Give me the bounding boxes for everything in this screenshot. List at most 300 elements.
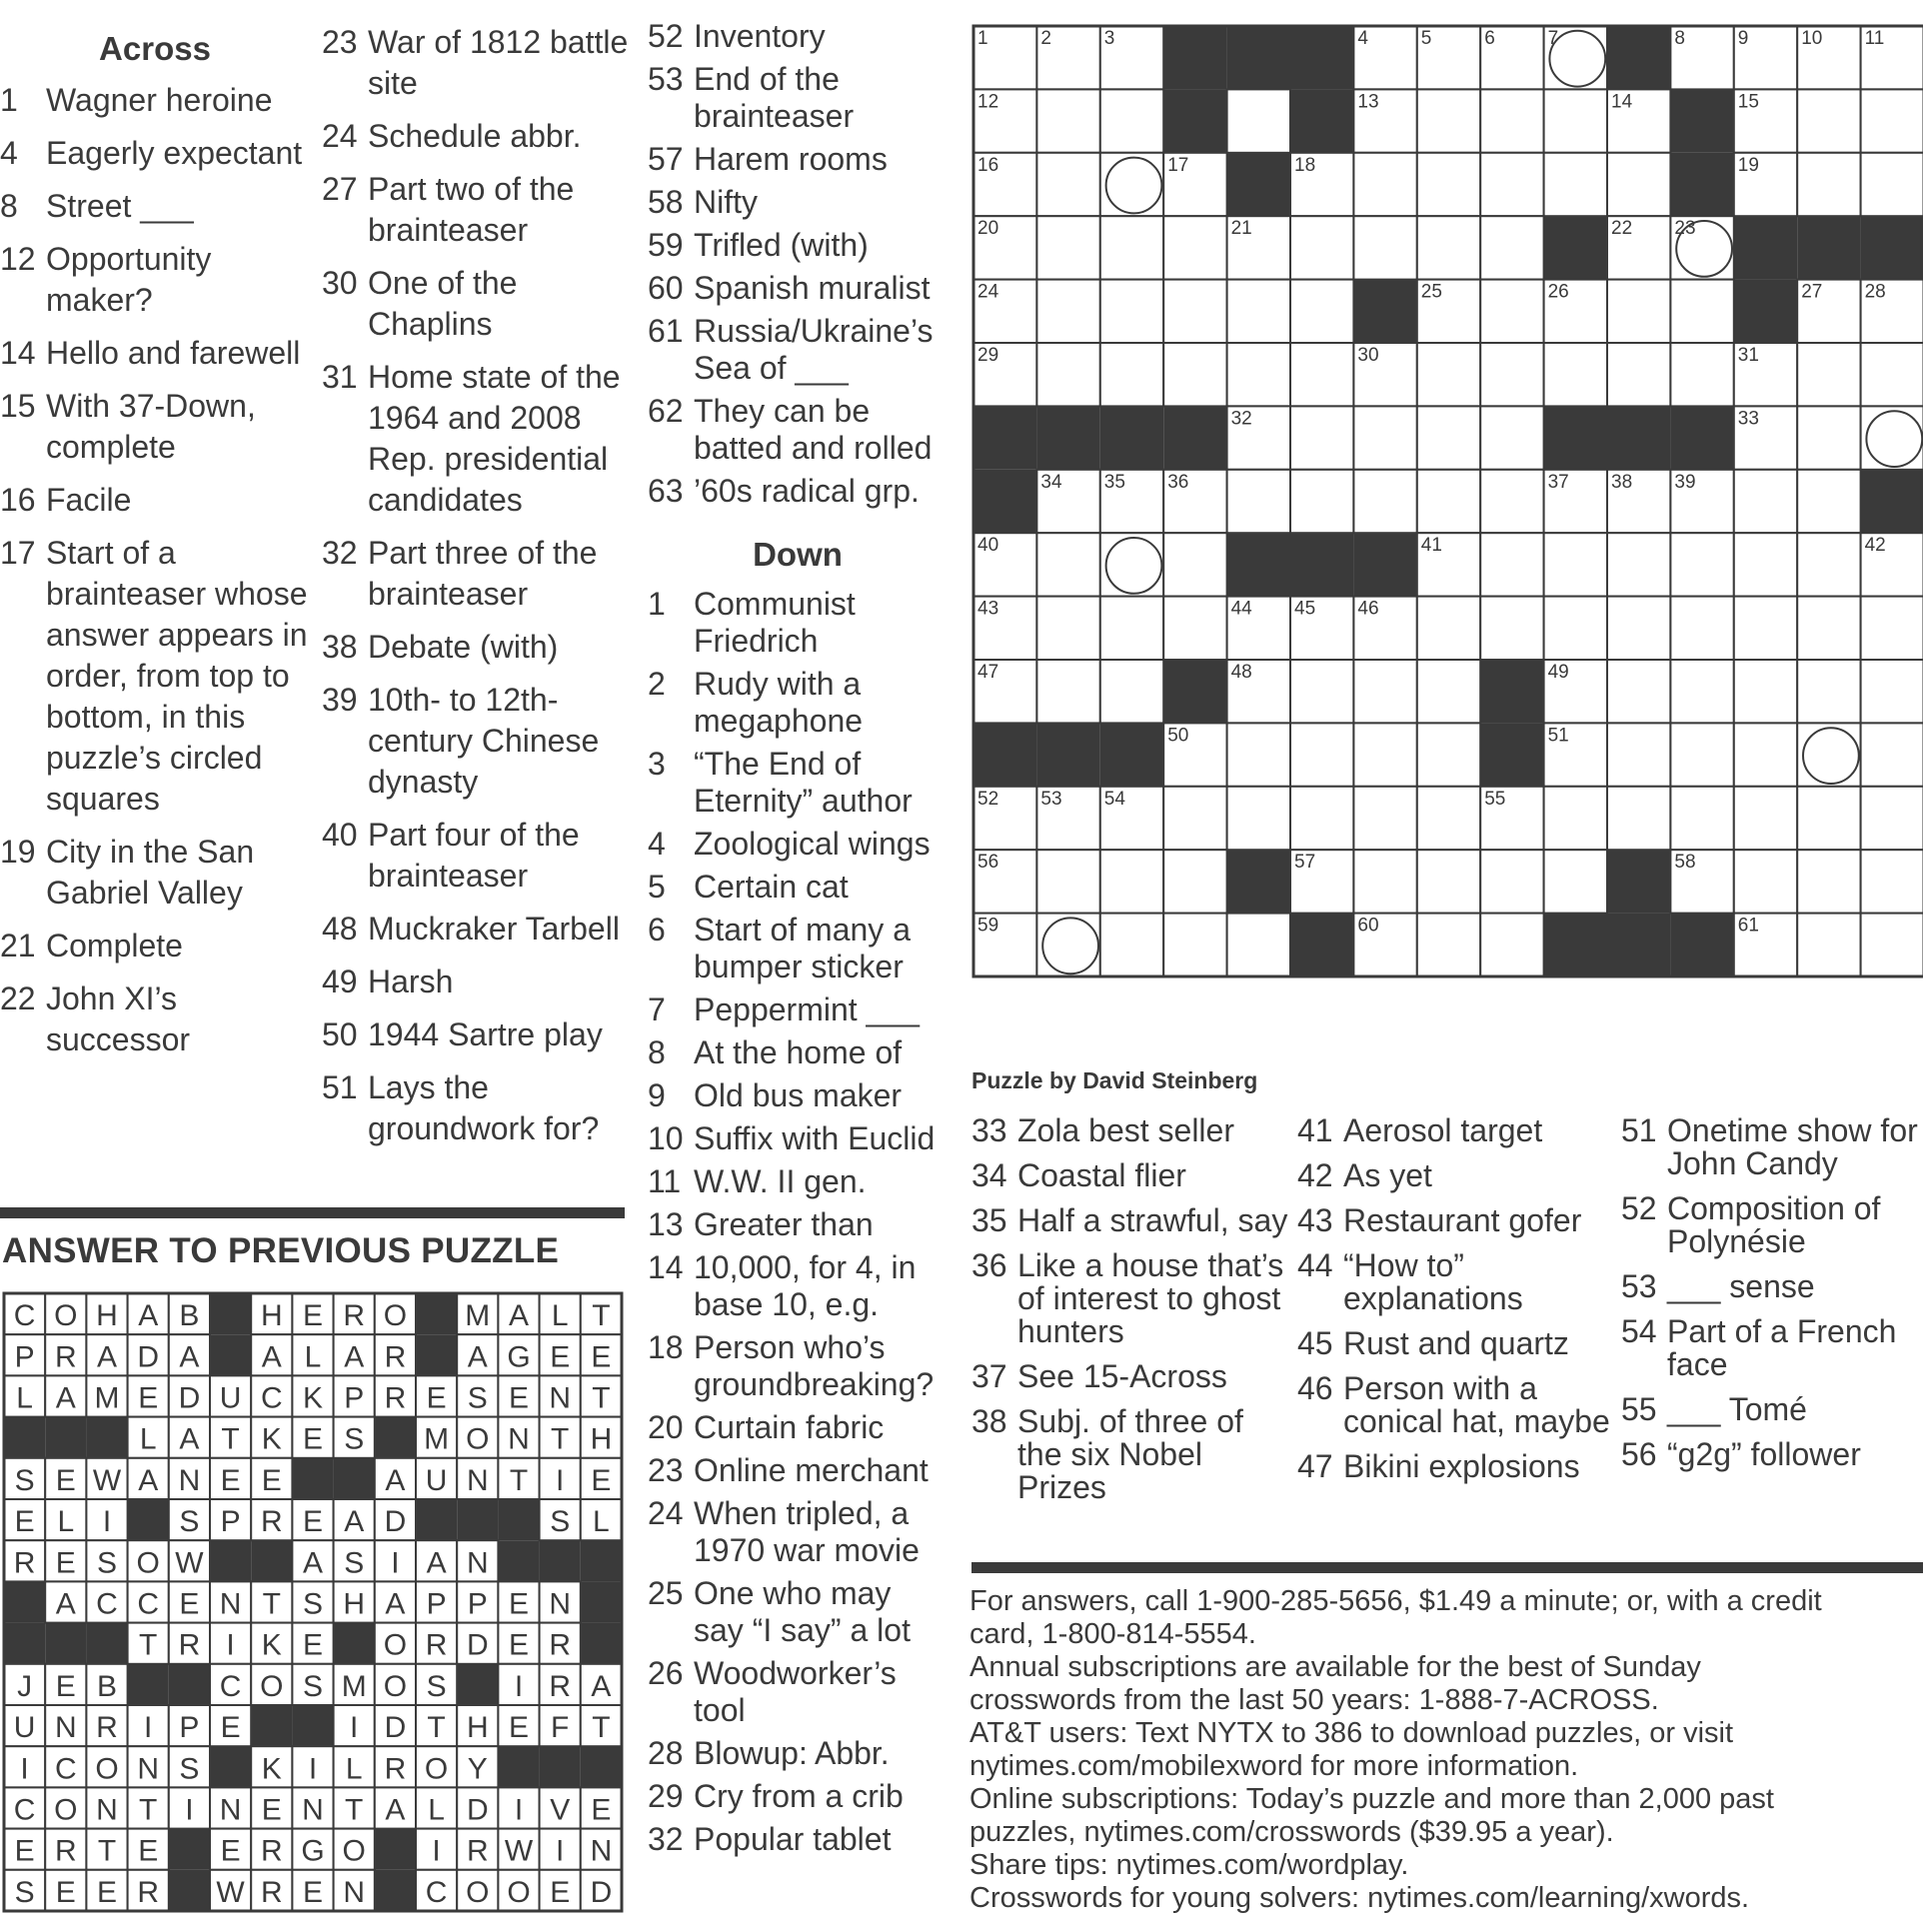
footer-line: card, 1-800-814-5554. <box>969 1618 1256 1650</box>
answer-letter: D <box>178 1381 201 1415</box>
clue-number: 2 <box>648 666 666 702</box>
clue-text: Bikini explosions <box>1343 1448 1580 1484</box>
answer-letter: T <box>592 1711 611 1745</box>
cell-number: 21 <box>1230 218 1252 240</box>
clue-number: 40 <box>322 817 358 853</box>
down-clue <box>648 991 948 1028</box>
cell-number: 9 <box>1737 28 1749 49</box>
across-clue <box>0 386 310 468</box>
black-square <box>1670 914 1733 976</box>
cell-number: 51 <box>1547 725 1569 747</box>
answer-letter: T <box>221 1422 240 1456</box>
grid-cell <box>1734 533 1797 596</box>
clue-number: 8 <box>648 1034 666 1070</box>
answer-letter: T <box>139 1793 158 1827</box>
grid-cell <box>1163 216 1226 279</box>
down-clue <box>648 1735 948 1772</box>
answer-letter: S <box>14 1463 35 1497</box>
answer-letter: N <box>549 1381 572 1415</box>
answer-letter: O <box>260 1669 284 1703</box>
clue-text: Eagerly expectant <box>46 135 303 171</box>
clue-number: 31 <box>322 359 358 395</box>
answer-letter: O <box>136 1546 160 1580</box>
answer-letter: E <box>261 1463 282 1497</box>
cell-number: 56 <box>977 852 999 874</box>
grid-cell <box>1290 723 1353 786</box>
across-clue <box>0 926 310 966</box>
black-square <box>1100 406 1163 469</box>
grid-cell <box>1227 723 1290 786</box>
answer-letter: W <box>216 1875 245 1909</box>
cell-number: 32 <box>1230 408 1252 430</box>
grid-cell <box>1480 850 1543 913</box>
across-clue <box>648 313 948 387</box>
grid-cell <box>1227 280 1290 343</box>
answer-letter: M <box>94 1381 120 1415</box>
grid-cell <box>1353 153 1416 216</box>
answer-letter: A <box>138 1463 159 1497</box>
answer-letter: E <box>591 1340 612 1374</box>
answer-black-square <box>4 1623 45 1664</box>
grid-cell <box>1670 787 1733 850</box>
cell-number: 23 <box>1674 218 1696 240</box>
cell-number: 22 <box>1611 218 1633 240</box>
across-clue <box>322 22 640 104</box>
answer-letter: E <box>179 1587 200 1621</box>
down-heading: Down <box>753 536 843 573</box>
answer-letter: C <box>219 1669 242 1703</box>
clue-text: Inventory <box>694 18 826 54</box>
cell-number: 36 <box>1167 471 1189 493</box>
answer-letter: O <box>466 1422 490 1456</box>
cell-number: 18 <box>1294 154 1316 176</box>
clue-text: Part four of the brainteaser <box>368 817 580 894</box>
answer-letter: N <box>302 1793 324 1827</box>
across-clue <box>0 80 310 121</box>
footer-line: Share tips: nytimes.com/wordplay. <box>969 1849 1409 1881</box>
answer-letter: A <box>591 1669 612 1703</box>
clue-text: Trifled (with) <box>694 227 869 263</box>
black-square <box>1290 26 1353 89</box>
down-clue <box>1297 1249 1615 1315</box>
down-clue <box>971 1360 1289 1393</box>
clue-number: 60 <box>648 270 684 306</box>
grid-cell <box>1290 787 1353 850</box>
answer-black-square <box>334 1623 375 1664</box>
black-square <box>973 470 1036 533</box>
answer-letter: E <box>96 1875 118 1909</box>
answer-letter: S <box>179 1505 200 1539</box>
clue-text: Start of a brainteaser whose answer appears in order, from top to bottom, in this puzzle’s circled squares <box>46 535 308 817</box>
clue-number: 53 <box>648 61 684 97</box>
answer-letter: R <box>343 1299 366 1333</box>
across-clue <box>0 186 310 227</box>
clue-number: 27 <box>322 171 358 207</box>
grid-cell <box>1797 153 1860 216</box>
clue-text: Opportunity maker? <box>46 241 212 318</box>
black-square <box>1163 660 1226 723</box>
cell-number: 30 <box>1357 345 1379 366</box>
grid-cell <box>1607 660 1670 723</box>
answer-black-square <box>498 1499 539 1540</box>
black-square <box>1480 723 1543 786</box>
answer-black-square <box>375 1829 416 1870</box>
clue-text: Zoological wings <box>694 826 931 862</box>
answer-black-square <box>4 1581 45 1622</box>
grid-cell <box>1734 850 1797 913</box>
grid-cell <box>1797 914 1860 976</box>
answer-letter: W <box>92 1463 122 1497</box>
clue-number: 16 <box>0 482 36 518</box>
answer-letter: T <box>509 1463 529 1497</box>
grid-cell <box>1797 723 1860 786</box>
clue-number: 44 <box>1297 1247 1333 1283</box>
grid-cell <box>1480 533 1543 596</box>
clue-text: One of the Chaplins <box>368 265 518 342</box>
down-clue <box>1297 1372 1615 1438</box>
answer-letter: R <box>96 1711 118 1745</box>
answer-black-square <box>210 1540 251 1581</box>
clue-number: 32 <box>648 1821 684 1857</box>
grid-cell <box>1100 533 1163 596</box>
clue-number: 51 <box>1621 1112 1657 1148</box>
clue-number: 62 <box>648 393 684 429</box>
down-clue <box>1621 1438 1921 1471</box>
down-clue <box>648 1206 948 1243</box>
cell-number: 10 <box>1801 28 1823 49</box>
black-square <box>1607 26 1670 89</box>
clue-number: 42 <box>1297 1157 1333 1193</box>
clue-number: 58 <box>648 184 684 220</box>
grid-cell <box>1290 280 1353 343</box>
clue-text: Person who’s groundbreaking? <box>694 1329 935 1402</box>
down-column-4 <box>971 1114 1289 1516</box>
cell-number: 41 <box>1420 535 1442 557</box>
grid-cell <box>1417 660 1480 723</box>
clue-text: Hello and farewell <box>46 335 301 371</box>
answer-letter: E <box>261 1793 282 1827</box>
cell-number: 11 <box>1864 28 1885 49</box>
grid-cell <box>1163 914 1226 976</box>
answer-letter: O <box>342 1834 366 1868</box>
across-clue <box>648 184 948 221</box>
grid-cell <box>1100 660 1163 723</box>
cell-number: 15 <box>1737 91 1759 113</box>
answer-letter: B <box>96 1669 118 1703</box>
grid-cell <box>1480 914 1543 976</box>
answer-letter: G <box>301 1834 325 1868</box>
clue-text: They can be batted and rolled <box>694 393 933 466</box>
answer-letter: C <box>425 1875 448 1909</box>
down-clue <box>1297 1204 1615 1237</box>
grid-cell <box>1607 787 1670 850</box>
answer-letter: L <box>593 1505 610 1539</box>
grid-cell <box>1417 597 1480 660</box>
clue-number: 38 <box>971 1403 1007 1439</box>
clue-text: Subj. of three of the six Nobel Prizes <box>1017 1403 1243 1505</box>
clue-text: With 37-Down, complete <box>46 388 256 465</box>
grid-cell <box>1036 850 1099 913</box>
grid-cell <box>1480 89 1543 152</box>
grid-cell <box>1734 470 1797 533</box>
answer-black-square <box>4 1417 45 1458</box>
across-clue <box>648 141 948 178</box>
grid-cell <box>1290 406 1353 469</box>
grid-cell <box>1417 914 1480 976</box>
byline: Puzzle by David Steinberg <box>971 1067 1258 1093</box>
clue-number: 55 <box>1621 1391 1657 1427</box>
black-square <box>1670 153 1733 216</box>
grid-cell <box>1227 914 1290 976</box>
answer-title: ANSWER TO PREVIOUS PUZZLE <box>2 1231 560 1270</box>
clue-number: 52 <box>648 18 684 54</box>
clue-number: 33 <box>971 1112 1007 1148</box>
cell-number: 47 <box>977 662 999 683</box>
grid-cell <box>1861 89 1923 152</box>
grid-cell <box>1163 280 1226 343</box>
answer-letter: D <box>384 1711 407 1745</box>
answer-letter: T <box>345 1793 364 1827</box>
footer-line: crosswords from the last 50 years: 1-888-7-ACROSS. <box>969 1684 1659 1716</box>
clue-number: 37 <box>971 1358 1007 1394</box>
clue-text: Nifty <box>694 184 758 220</box>
clue-number: 54 <box>1621 1313 1657 1349</box>
grid-cell <box>1417 89 1480 152</box>
answer-letter: N <box>466 1463 489 1497</box>
grid-cell <box>1353 216 1416 279</box>
black-square <box>973 406 1036 469</box>
black-square <box>1544 406 1607 469</box>
down-clue <box>648 826 948 863</box>
answer-letter: D <box>466 1793 489 1827</box>
answer-letter: R <box>260 1505 283 1539</box>
grid-cell <box>1227 89 1290 152</box>
black-square <box>1227 850 1290 913</box>
cell-number: 59 <box>977 915 999 937</box>
clue-text: Rudy with a megaphone <box>694 666 864 739</box>
black-square <box>1163 89 1226 152</box>
clue-number: 43 <box>1297 1202 1333 1238</box>
clue-text: At the home of <box>694 1034 903 1070</box>
answer-letter: A <box>426 1546 447 1580</box>
answer-letter: H <box>590 1422 613 1456</box>
cell-number: 37 <box>1547 471 1569 493</box>
cell-number: 5 <box>1420 28 1432 49</box>
down-column-6 <box>1621 1114 1921 1483</box>
down-clue <box>1621 1270 1921 1303</box>
answer-letter: S <box>426 1669 447 1703</box>
answer-letter: N <box>96 1793 118 1827</box>
clue-text: Part of a French face <box>1667 1313 1897 1382</box>
cell-number: 60 <box>1357 915 1379 937</box>
across-clue <box>322 909 640 950</box>
black-square <box>1607 914 1670 976</box>
answer-letter: S <box>179 1752 200 1786</box>
clue-text: Cry from a crib <box>694 1778 904 1814</box>
answer-letter: A <box>138 1299 159 1333</box>
answer-letter: E <box>508 1587 530 1621</box>
clue-number: 38 <box>322 629 358 665</box>
down-column-5 <box>1297 1114 1615 1495</box>
answer-letter: E <box>302 1422 324 1456</box>
clue-text: Greater than <box>694 1206 874 1242</box>
clue-text: Composition of Polynésie <box>1667 1190 1881 1259</box>
black-square <box>1670 406 1733 469</box>
clue-text: See 15-Across <box>1017 1358 1227 1394</box>
clue-number: 24 <box>648 1495 684 1531</box>
grid-cell <box>1670 723 1733 786</box>
answer-letter: E <box>14 1505 35 1539</box>
grid-cell <box>1797 470 1860 533</box>
grid-cell <box>1353 470 1416 533</box>
black-square <box>1544 914 1607 976</box>
clue-number: 6 <box>648 912 666 948</box>
grid-cell <box>1290 343 1353 406</box>
black-square <box>1861 216 1923 279</box>
answer-letter: E <box>55 1463 76 1497</box>
clue-number: 14 <box>0 335 36 371</box>
black-square <box>1036 723 1099 786</box>
grid-cell <box>1417 406 1480 469</box>
down-clue <box>1621 1192 1921 1258</box>
answer-letter: E <box>302 1505 324 1539</box>
grid-cell <box>1670 533 1733 596</box>
across-clue <box>648 473 948 510</box>
black-square <box>1290 89 1353 152</box>
clue-text: One who may say “I say” a lot <box>694 1575 911 1648</box>
cell-number: 16 <box>977 154 999 176</box>
answer-letter: T <box>551 1422 570 1456</box>
grid-cell <box>1607 343 1670 406</box>
answer-black-square <box>375 1417 416 1458</box>
answer-letter: R <box>260 1834 283 1868</box>
down-clue <box>648 912 948 985</box>
clue-text: Coastal flier <box>1017 1157 1186 1193</box>
answer-black-square <box>581 1746 622 1787</box>
down-clue <box>648 1120 948 1157</box>
grid-cell <box>1417 850 1480 913</box>
clue-text: City in the San Gabriel Valley <box>46 834 255 911</box>
grid-cell <box>1544 533 1607 596</box>
answer-black-square <box>169 1870 210 1911</box>
down-clue <box>648 1034 948 1071</box>
grid-cell <box>1544 153 1607 216</box>
answer-letter: I <box>102 1505 112 1539</box>
black-square <box>1036 406 1099 469</box>
clue-text: 10th- to 12th-century Chinese dynasty <box>368 682 600 800</box>
answer-black-square <box>169 1664 210 1705</box>
answer-letter: E <box>220 1463 241 1497</box>
clue-text: End of the brainteaser <box>694 61 855 134</box>
black-square <box>1163 26 1226 89</box>
clue-text: ’60s radical grp. <box>694 473 920 509</box>
clue-text: Person with a conical hat, maybe <box>1343 1370 1610 1439</box>
clue-number: 26 <box>648 1655 684 1691</box>
answer-letter: I <box>514 1669 524 1703</box>
down-clue <box>971 1405 1289 1504</box>
answer-black-square <box>128 1499 169 1540</box>
across-clue <box>322 263 640 345</box>
answer-black-square <box>128 1664 169 1705</box>
grid-cell <box>1544 89 1607 152</box>
black-square <box>1607 406 1670 469</box>
grid-cell <box>1861 660 1923 723</box>
down-clue <box>971 1114 1289 1147</box>
clue-text: Old bus maker <box>694 1077 903 1113</box>
down-clue <box>648 1575 948 1649</box>
grid-cell <box>1227 787 1290 850</box>
answer-letter: W <box>504 1834 534 1868</box>
clue-number: 39 <box>322 682 358 718</box>
cell-number: 54 <box>1103 788 1125 810</box>
cell-number: 50 <box>1167 725 1189 747</box>
across-clue <box>322 815 640 897</box>
down-clue <box>648 1655 948 1729</box>
clue-text: Half a strawful, say <box>1017 1202 1288 1238</box>
clue-text: Suffix with Euclid <box>694 1120 936 1156</box>
answer-letter: H <box>343 1587 366 1621</box>
answer-black-square <box>581 1623 622 1664</box>
grid-cell <box>1163 850 1226 913</box>
answer-letter: O <box>54 1793 78 1827</box>
answer-letter: R <box>384 1752 407 1786</box>
clue-column-3 <box>648 18 948 1864</box>
cell-number: 46 <box>1357 598 1379 620</box>
clue-text: Blowup: Abbr. <box>694 1735 890 1771</box>
grid-cell <box>1100 153 1163 216</box>
clue-number: 20 <box>648 1409 684 1445</box>
answer-black-square <box>86 1417 127 1458</box>
grid-cell <box>1797 343 1860 406</box>
clue-text: Communist Friedrich <box>694 586 856 659</box>
answer-letter: A <box>302 1546 324 1580</box>
clue-number: 24 <box>322 118 358 154</box>
answer-letter: C <box>96 1587 118 1621</box>
cell-number: 17 <box>1167 154 1189 176</box>
answer-letter: A <box>385 1793 406 1827</box>
clue-text: Rust and quartz <box>1343 1325 1569 1361</box>
down-clue <box>648 1821 948 1858</box>
clue-number: 32 <box>322 535 358 571</box>
grid-cell <box>1607 280 1670 343</box>
grid-cell <box>1163 343 1226 406</box>
black-square <box>1607 850 1670 913</box>
answer-letter: E <box>550 1340 571 1374</box>
clue-number: 12 <box>0 241 36 277</box>
grid-cell <box>1607 723 1670 786</box>
clue-text: Zola best seller <box>1017 1112 1234 1148</box>
answer-letter: E <box>14 1834 35 1868</box>
grid-cell <box>1417 216 1480 279</box>
answer-letter: I <box>185 1793 194 1827</box>
answer-letter: I <box>226 1628 235 1662</box>
answer-letter: E <box>508 1711 530 1745</box>
answer-letter: D <box>466 1628 489 1662</box>
grid-cell <box>1480 470 1543 533</box>
across-column-1 <box>0 22 310 1072</box>
answer-letter: F <box>551 1711 570 1745</box>
cell-number: 39 <box>1674 471 1696 493</box>
cell-number: 52 <box>977 788 999 810</box>
answer-letter: A <box>344 1340 365 1374</box>
answer-black-square <box>457 1664 498 1705</box>
grid-cell <box>1290 660 1353 723</box>
answer-letter: T <box>427 1711 446 1745</box>
down-clue <box>648 1409 948 1446</box>
answer-letter: I <box>514 1793 524 1827</box>
clue-text: Street ___ <box>46 188 194 224</box>
answer-letter: O <box>95 1752 119 1786</box>
